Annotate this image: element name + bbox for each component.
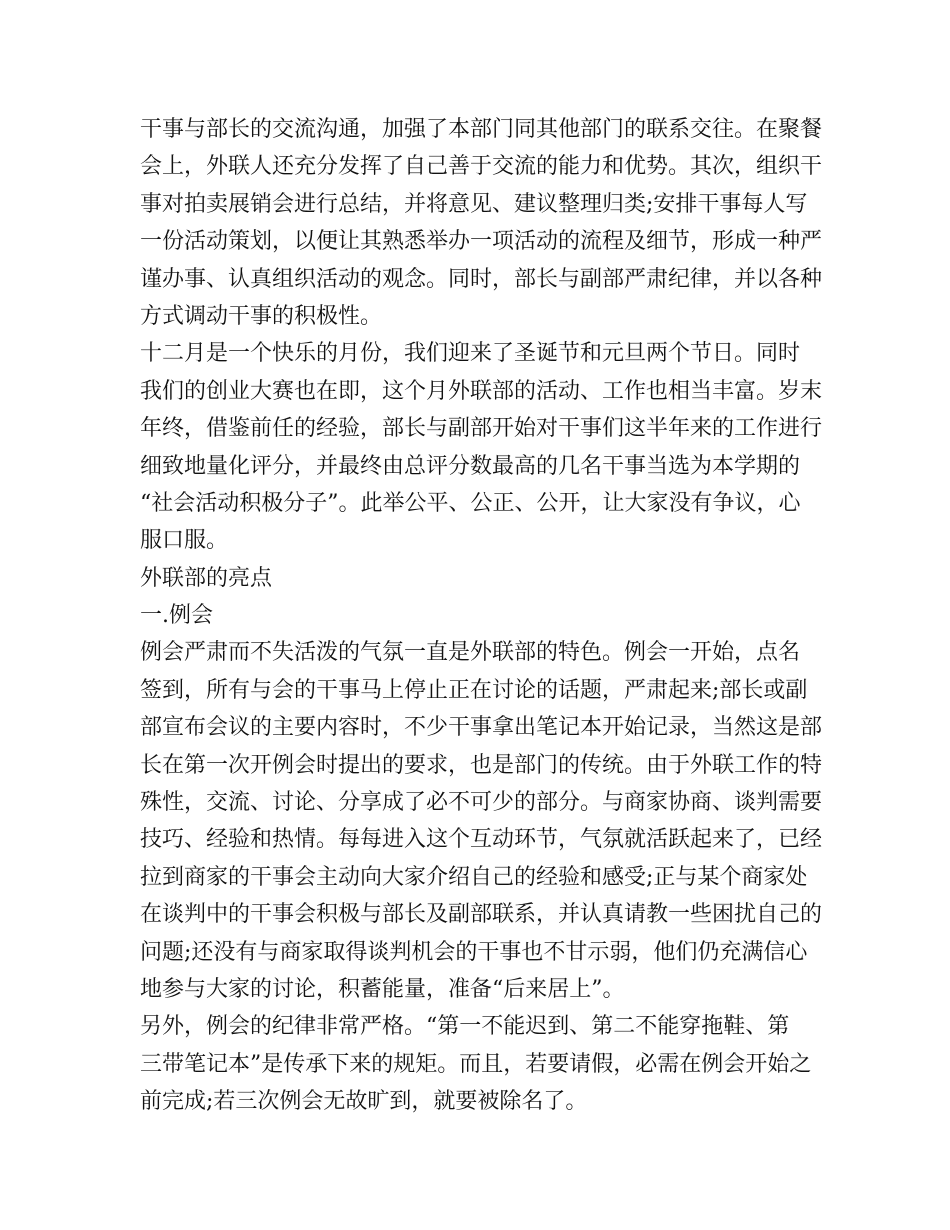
text-line: 地参与大家的讨论，积蓄能量，准备“后来居上”。 [140,976,625,1002]
text-line: 三带笔记本”是传承下来的规矩。而且，若要请假，必需在例会开始之 [140,1051,812,1077]
text-line: 问题;还没有与商家取得谈判机会的干事也不甘示弱，他们仍充满信心 [140,939,808,965]
text-line: 我们的创业大赛也在即，这个月外联部的活动、工作也相当丰富。岁末 [140,378,823,404]
text-line: 干事与部长的交流沟通，加强了本部门同其他部门的联系交往。在聚餐 [140,117,823,142]
text-line: 拉到商家的干事会主动向大家介绍自己的经验和感受;正与某个商家处 [140,864,808,890]
text-line: 长在第一次开例会时提出的要求，也是部门的传统。由于外联工作的特 [140,752,823,778]
section-heading: 外联部的亮点 [140,565,273,591]
text-line: 服口服。 [140,528,229,554]
text-line: 技巧、经验和热情。每每进入这个互动环节，气氛就活跃起来了，已经 [140,827,823,853]
text-line: 签到，所有与会的干事马上停止正在讨论的话题，严肃起来;部长或副 [140,677,808,703]
text-line: 谨办事、认真组织活动的观念。同时，部长与副部严肃纪律，并以各种 [140,266,823,292]
text-line: 在谈判中的干事会积极与部长及副部联系，并认真请教一些困扰自己的 [140,902,823,928]
subsection-heading: 一.例会 [140,603,213,629]
text-line: 部宣布会议的主要内容时，不少干事拿出笔记本开始记录，当然这是部 [140,715,823,741]
text-line: 十二月是一个快乐的月份，我们迎来了圣诞节和元旦两个节日。同时 [140,341,801,367]
text-line: 年终，借鉴前任的经验，部长与副部开始对干事们这半年来的工作进行 [140,416,823,442]
text-line: 细致地量化评分，并最终由总评分数最高的几名干事当选为本学期的 [140,453,801,479]
text-line: 一份活动策划，以便让其熟悉举办一项活动的流程及细节，形成一种严 [140,229,823,255]
text-line: 方式调动干事的积极性。 [140,303,383,329]
text-line: 另外，例会的纪律非常严格。“第一不能迟到、第二不能穿拖鞋、第 [140,1014,790,1040]
text-line: “社会活动积极分子”。此举公平、公正、公开，让大家没有争议，心 [140,490,801,516]
text-line: 事对拍卖展销会进行总结，并将意见、建议整理归类;安排干事每人写 [140,191,808,217]
text-line: 殊性，交流、讨论、分享成了必不可少的部分。与商家协商、谈判需要 [140,790,823,816]
text-line: 前完成;若三次例会无故旷到，就要被除名了。 [140,1089,588,1115]
document-body [140,111,823,1121]
text-line: 例会严肃而不失活泼的气氛一直是外联部的特色。例会一开始，点名 [140,640,801,666]
text-line: 会上，外联人还充分发挥了自己善于交流的能力和优势。其次，组织干 [140,154,823,180]
